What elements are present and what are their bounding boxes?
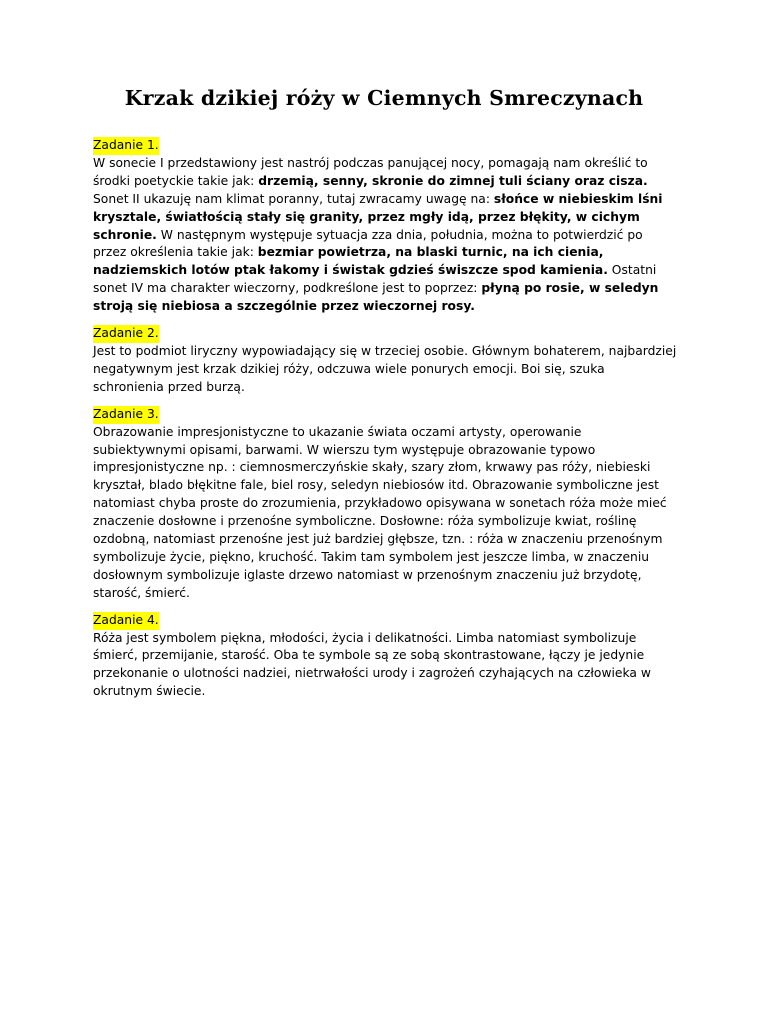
task-label-1: Zadanie 1. (93, 137, 159, 155)
text-segment: W następnym występuje sytuacja zza dnia, południa, można to potwierdzić po przez określenia takie jak: (93, 227, 643, 260)
document-body (93, 137, 677, 710)
task-section-3 (93, 406, 677, 603)
task-label-4: Zadanie 4. (93, 612, 159, 630)
task-section-4 (93, 612, 677, 702)
task-section-2 (93, 325, 677, 397)
task-label-2: Zadanie 2. (93, 325, 159, 343)
task-answer-4 (93, 630, 677, 702)
quote-segment: bezmiar powietrza, na blaski turnic, na ich cienia, nadziemskich lotów ptak łakomy i świstak gdzieś świszcze spod kamienia. (93, 245, 608, 278)
text-segment: Ostatni sonet IV ma charakter wieczorny, podkreślone jest to poprzez: (93, 263, 657, 296)
task-answer-2 (93, 343, 677, 397)
task-section-1 (93, 137, 677, 316)
task-label-3: Zadanie 3. (93, 406, 159, 424)
quote-segment: słońce w niebieskim lśni krysztale, światłością stały się granity, przez mgły idą, przez błękity, w cichym schronie. (93, 191, 663, 242)
document-title: Krzak dzikiej róży w Ciemnych Smreczynach (124, 86, 644, 110)
quote-segment: drzemią, senny, skronie do zimnej tuli ściany oraz cisza. (258, 173, 648, 188)
text-segment: Sonet II ukazuję nam klimat poranny, tutaj zwracamy uwagę na: (93, 191, 494, 206)
text-segment: Obrazowanie impresjonistyczne to ukazanie świata oczami artysty, operowanie subiektywnymi opisami, barwami. W wierszu tym występuje obrazowanie typowo impresjonistyczne np. : ciemnosmerczyńskie skały, szary złom, krwawy pas róży, niebieski kryształ, blado błękitne fale, biel rosy, seledyn niebiosów itd. Obrazowanie symboliczne jest natomiast chyba proste do zrozumienia, przykładowo opisywana w sonetach róża może mieć znaczenie dosłowne i przenośne symboliczne. Dosłowne: róża symbolizuje kwiat, roślinę ozdobną, natomiast przenośne jest już bardziej głębsze, tzn. : róża w znaczeniu przenośnym symbolizuje życie, piękno, kruchość. Takim tam symbolem jest jeszcze limba, w znaczeniu dosłownym symbolizuje iglaste drzewo natomiast w przenośnym znaczeniu już brzydotę, starość, śmierć. (93, 424, 667, 600)
task-answer-1 (93, 155, 677, 316)
task-answer-3 (93, 424, 677, 603)
quote-segment: płyną po rosie, w seledyn stroją się niebiosa a szczególnie przez wieczornej rosy. (93, 281, 659, 314)
text-segment: Róża jest symbolem piękna, młodości, życia i delikatności. Limba natomiast symbolizuje śmierć, przemijanie, starość. Oba te symbole są ze sobą skontrastowane, łączy je jedynie przekonanie o ulotności nadziei, nietrwałości urody i zagrożeń czyhających na człowieka w okrutnym świecie. (93, 630, 651, 699)
text-segment: Jest to podmiot liryczny wypowiadający się w trzeciej osobie. Głównym bohaterem, najbardziej negatywnym jest krzak dzikiej róży, odczuwa wiele ponurych emocji. Boi się, szuka schronienia przed burzą. (93, 343, 677, 394)
text-segment: W sonecie I przedstawiony jest nastrój podczas panującej nocy, pomagają nam określić to środki poetyckie takie jak: (93, 155, 648, 188)
